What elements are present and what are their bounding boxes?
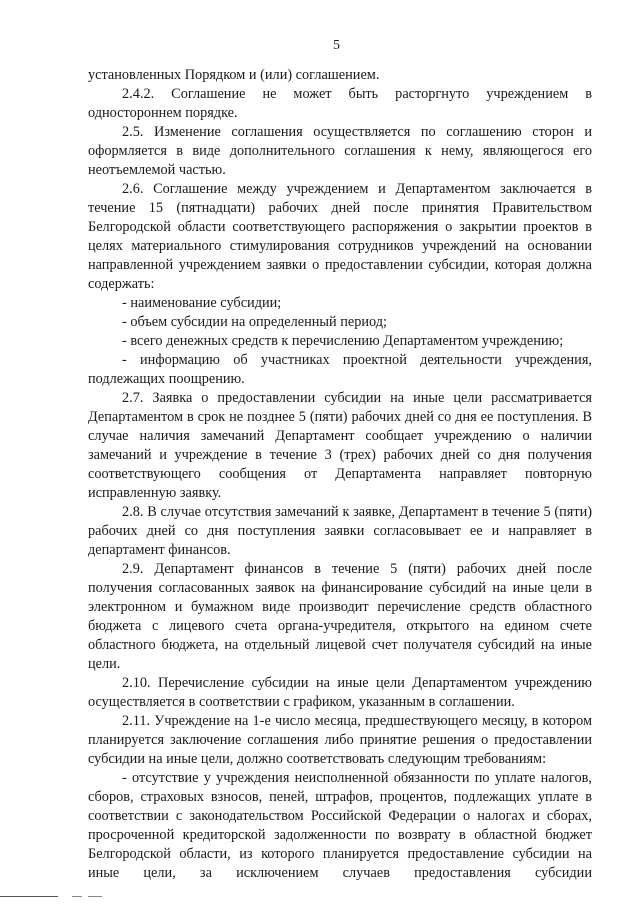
- paragraph-2-5: 2.5. Изменение соглашения осуществляется по соглашению сторон и оформляется в виде дополнительного соглашения к нему, являющегося его неотъемлемой частью.: [88, 124, 592, 178]
- paragraph-2-9: 2.9. Департамент финансов в течение 5 (пяти) рабочих дней после получения согласованных заявок на финансирование субсидий на иные цели в электронном и бумажном виде производит перечисление средств областного бюджета с лицевого счета органа-учредителя, открытого на едином счете областного бюджета, на отдельный лицевой счет получателя субсидий на иные цели.: [88, 561, 592, 672]
- document-body: [88, 66, 592, 883]
- paragraph-continuation: установленных Порядком и (или) соглашением.: [88, 67, 380, 83]
- paragraph-2-8: 2.8. В случае отсутствия замечаний к заявке, Департамент в течение 5 (пяти) рабочих дней со дня поступления заявки согласовывает ее и направляет в департамент финансов.: [88, 504, 592, 558]
- paragraph-2-6: 2.6. Соглашение между учреждением и Департаментом заключается в течение 15 (пятнадцати) рабочих дней после принятия Правительством Белгородской области соответствующего распоряжения о закрытии проектов в целях материального стимулирования сотрудников учреждений на основании направленной учреждением заявки о предоставлении субсидии, которая должна содержать:: [88, 181, 592, 292]
- list-item: - объем субсидии на определенный период;: [122, 314, 387, 330]
- page-number: 5: [333, 38, 340, 53]
- paragraph-2-11: 2.11. Учреждение на 1-е число месяца, предшествующего месяцу, в котором планируется заключение соглашения либо принятие решения о предоставлении субсидии на иные цели, должно соответствовать следующим требованиям:: [88, 713, 592, 767]
- paragraph-2-4-2: 2.4.2. Соглашение не может быть расторгнуто учреждением в одностороннем порядке.: [88, 86, 592, 121]
- footer-mark: [72, 896, 82, 897]
- list-item: - наименование субсидии;: [122, 295, 282, 311]
- list-item: - всего денежных средств к перечислению Департаментом учреждению;: [122, 333, 564, 349]
- footer-rule: [0, 896, 58, 897]
- paragraph-2-10: 2.10. Перечисление субсидии на иные цели Департаментом учреждению осуществляется в соответствии с графиком, указанным в соглашении.: [88, 675, 592, 710]
- paragraph-2-7: 2.7. Заявка о предоставлении субсидии на иные цели рассматривается Департаментом в срок не позднее 5 (пяти) рабочих дней со дня ее поступления. В случае наличия замечаний Департамент сообщает учреждению о наличии замечаний и учреждение в течение 3 (трех) рабочих дней со дня получения соответствующего сообщения от Департамента направляет повторную исправленную заявку.: [88, 390, 592, 501]
- list-item: - отсутствие у учреждения неисполненной обязанности по уплате налогов, сборов, страховых взносов, пеней, штрафов, процентов, подлежащих уплате в соответствии с законодательством Российской Федерации о налогах и сборах, просроченной кредиторской задолженности по возврату в областной бюджет Белгородской области, из которого планируется предоставление субсидии на иные цели, за исключением случаев предоставления субсидии: [88, 770, 592, 881]
- list-item: - информацию об участниках проектной деятельности учреждения, подлежащих поощрению.: [88, 352, 592, 387]
- footer-mark: [88, 896, 102, 897]
